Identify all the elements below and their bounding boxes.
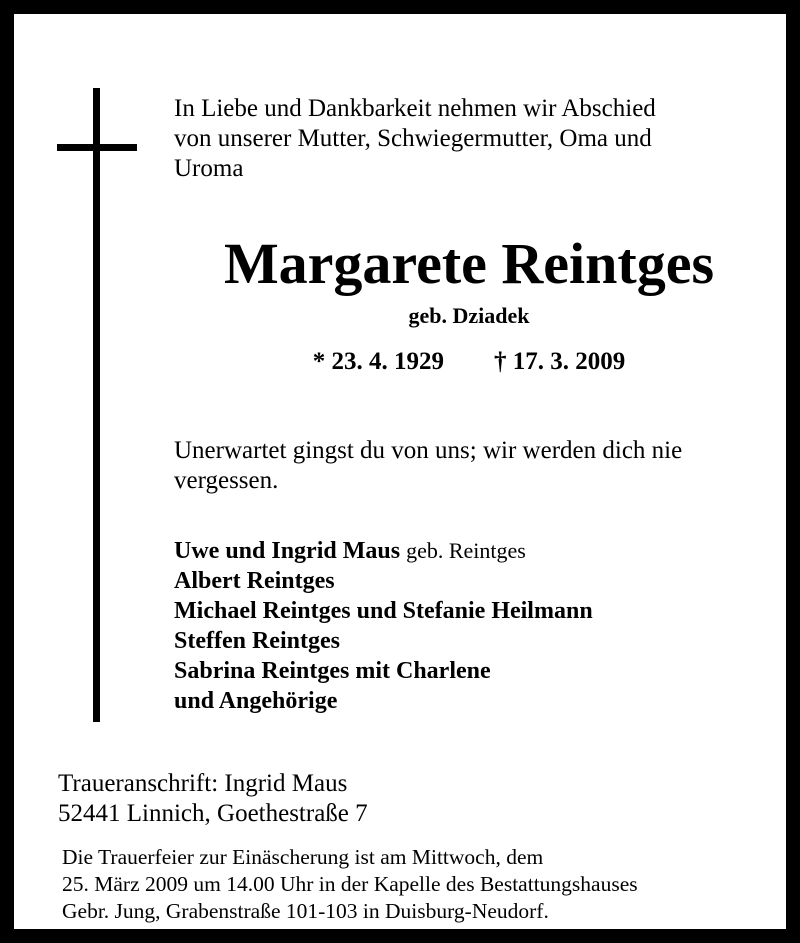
- verse-line: Unerwartet gingst du von uns; wir werden dich nie: [174, 437, 683, 464]
- mourning-address: [58, 769, 758, 829]
- family-member: [174, 536, 784, 566]
- cross-horizontal-bar: [57, 144, 137, 151]
- family-member: Steffen Reintges: [174, 628, 340, 654]
- family-member-name: Uwe und Ingrid Maus: [174, 538, 401, 564]
- family-member-note: geb. Reintges: [406, 538, 526, 563]
- death-date: † 17. 3. 2009: [494, 348, 626, 375]
- ceremony-line: Gebr. Jung, Grabenstraße 101-103 in Duisburg-Neudorf.: [62, 899, 549, 923]
- family-list: [174, 536, 784, 716]
- cross-vertical-bar: [93, 88, 100, 722]
- birth-date: * 23. 4. 1929: [312, 348, 444, 375]
- ceremony-line: Die Trauerfeier zur Einäscherung ist am Mittwoch, dem: [62, 845, 544, 869]
- ceremony-text: [62, 844, 782, 925]
- life-dates: [164, 345, 774, 379]
- intro-line: Uroma: [174, 155, 244, 182]
- family-member: Albert Reintges: [174, 568, 335, 594]
- family-member: Sabrina Reintges mit Charlene: [174, 658, 491, 684]
- birth-name: geb. Dziadek: [408, 303, 530, 328]
- ceremony-line: 25. März 2009 um 14.00 Uhr in der Kapelle des Bestattungshauses: [62, 872, 638, 896]
- intro-text: [174, 94, 774, 184]
- intro-line: In Liebe und Dankbarkeit nehmen wir Abschied: [174, 95, 656, 122]
- family-member: und Angehörige: [174, 688, 338, 714]
- deceased-name: Margarete Reintges: [223, 231, 715, 296]
- verse-line: vergessen.: [174, 467, 279, 494]
- verse-text: [174, 436, 784, 496]
- address-line: Traueranschrift: Ingrid Maus: [58, 770, 348, 797]
- address-line: 52441 Linnich, Goethestraße 7: [58, 800, 368, 827]
- intro-line: von unserer Mutter, Schwiegermutter, Oma und: [174, 125, 652, 152]
- family-member: Michael Reintges und Stefanie Heilmann: [174, 598, 593, 624]
